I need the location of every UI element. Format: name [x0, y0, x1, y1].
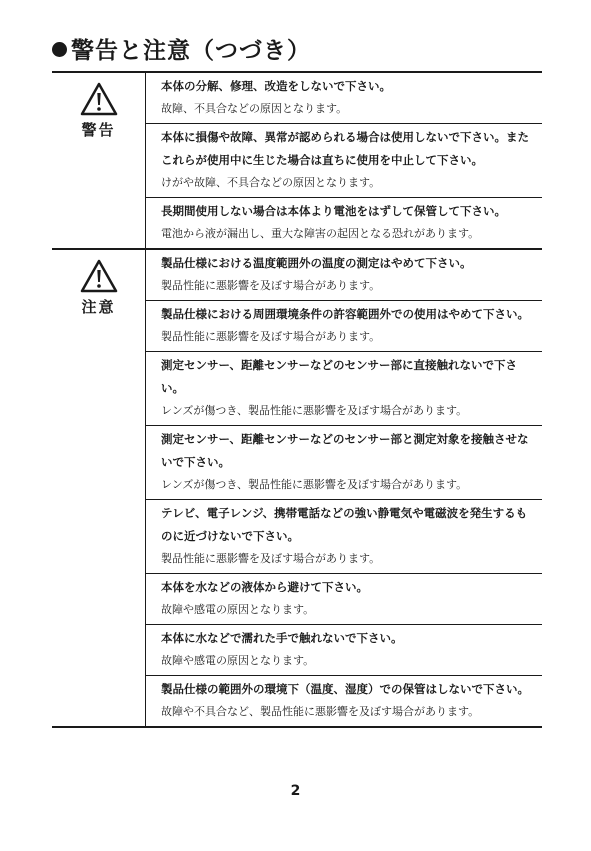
list-item [146, 574, 542, 625]
item-title: 本体の分解、修理、改造をしないで下さい。 [161, 79, 391, 93]
item-description: 製品性能に悪影響を及ぼす場合があります。 [161, 279, 381, 292]
item-description: 電池から液が漏出し、重大な障害の起因となる恐れがあります。 [161, 227, 480, 240]
item-title: 本体に損傷や故障、異常が認められる場合は使用しないで下さい。またこれらが使用中に生じた場合は直ちに使用を中止して下さい。 [161, 130, 529, 167]
list-item [146, 676, 542, 726]
caution-section [52, 250, 542, 728]
item-description: レンズが傷つき、製品性能に悪影響を及ぼす場合があります。 [161, 478, 468, 491]
item-description: レンズが傷つき、製品性能に悪影響を及ぼす場合があります。 [161, 404, 468, 417]
list-item [146, 124, 542, 198]
list-item [146, 198, 542, 248]
list-item [146, 625, 542, 676]
item-description: 故障や不具合など、製品性能に悪影響を及ぼす場合があります。 [161, 705, 480, 718]
warning-label: 警告 [81, 121, 116, 139]
item-title: 長期間使用しない場合は本体より電池をはずして保管して下さい。 [161, 204, 506, 218]
warning-items [146, 73, 542, 248]
caution-items [146, 250, 542, 726]
item-description: 故障や感電の原因となります。 [161, 654, 315, 667]
item-title: 製品仕様の範囲外の環境下（温度、湿度）での保管はしないで下さい。 [161, 682, 529, 696]
list-item [146, 73, 542, 124]
item-description: 故障、不具合などの原因となります。 [161, 102, 348, 115]
item-description: 製品性能に悪影響を及ぼす場合があります。 [161, 552, 381, 565]
list-item [146, 301, 542, 352]
item-title: 本体を水などの液体から避けて下さい。 [161, 580, 368, 594]
item-title: 測定センサー、距離センサーなどのセンサー部に直接触れないで下さい。 [161, 358, 518, 395]
item-title: 測定センサー、距離センサーなどのセンサー部と測定対象を接触させないで下さい。 [161, 432, 529, 469]
page-number: 2 [290, 783, 301, 799]
page-title-text: 警告と注意（つづき） [71, 38, 311, 64]
item-title: 本体に水などで濡れた手で触れないで下さい。 [161, 631, 403, 645]
caution-label: 注意 [81, 298, 116, 316]
warning-table [52, 73, 542, 728]
item-description: けがや故障、不具合などの原因となります。 [161, 176, 381, 189]
caution-section-header [52, 250, 146, 726]
item-description: 故障や感電の原因となります。 [161, 603, 315, 616]
list-item [146, 500, 542, 574]
caution-triangle-icon [79, 258, 119, 294]
item-title: テレビ、電子レンジ、携帯電話などの強い静電気や電磁波を発生するものに近づけないで下さい。 [161, 506, 528, 543]
warning-section [52, 73, 542, 250]
list-item [146, 426, 542, 500]
item-title: 製品仕様における周囲環境条件の許容範囲外での使用はやめて下さい。 [161, 307, 529, 321]
warning-triangle-icon [79, 81, 119, 117]
item-description: 製品性能に悪影響を及ぼす場合があります。 [161, 330, 381, 343]
list-item [146, 352, 542, 426]
bullet-dot-icon [52, 42, 67, 57]
page-title [52, 36, 311, 66]
list-item [146, 250, 542, 301]
warning-section-header [52, 73, 146, 248]
item-title: 製品仕様における温度範囲外の温度の測定はやめて下さい。 [161, 256, 472, 270]
